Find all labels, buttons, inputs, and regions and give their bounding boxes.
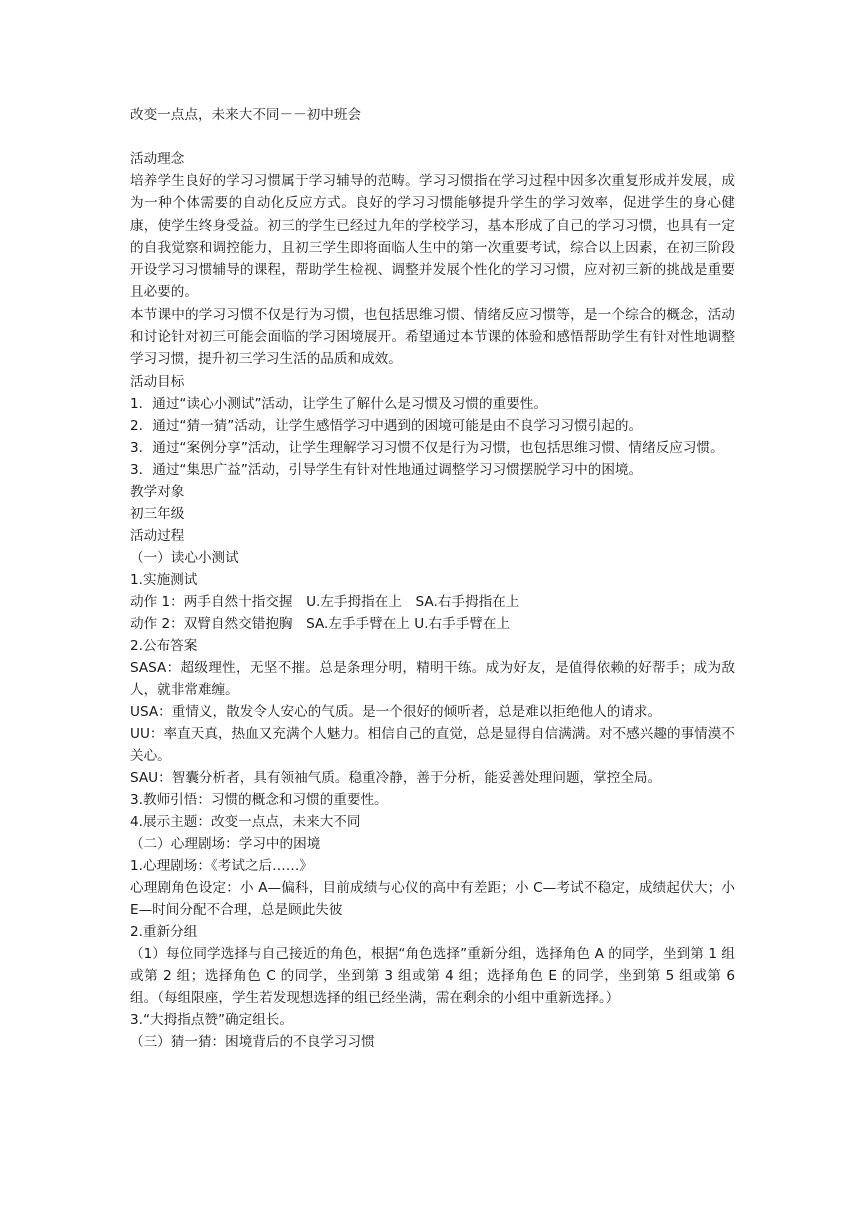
- action-2: 动作 2：双臂自然交错抱胸 SA.左手手臂在上 U.右手手臂在上: [130, 615, 511, 632]
- goal-heading: 活动目标: [130, 373, 185, 390]
- part2-step-1: 1.心理剧场：《考试之后……》: [130, 857, 313, 874]
- concept-paragraph-2: 本节课中的学习习惯不仅是行为习惯，也包括思维习惯、情绪反应习惯等，是一个综合的概念，活动和讨论针对初三可能会面临的学习困境展开。希望通过本节课的体验和感悟帮助学生有针对性地调整学习习惯，提升初三学习生活的品质和成效。: [130, 306, 735, 368]
- part1-step-4: 4.展示主题：改变一点点，未来大不同: [130, 813, 361, 830]
- action-1: 动作 1：两手自然十指交握 U.左手拇指在上 SA.右手拇指在上: [130, 593, 520, 610]
- part1-heading: （一）读心小测试: [130, 549, 239, 566]
- target-heading: 教学对象: [130, 483, 185, 500]
- part3-heading: （三）猜一猜：困境背后的不良学习习惯: [130, 1033, 375, 1050]
- part2-roles: 心理剧角色设定：小 A—偏科，目前成绩与心仪的高中有差距；小 C—考试不稳定，成绩起伏大；小 E—时间分配不合理，总是顾此失彼: [130, 879, 735, 918]
- part1-step-3: 3.教师引悟：习惯的概念和习惯的重要性。: [130, 791, 388, 808]
- answer-usa: USA：重情义，散发令人安心的气质。是一个很好的倾听者，总是难以拒绝他人的请求。: [130, 703, 662, 720]
- part1-step-2: 2.公布答案: [130, 637, 198, 654]
- document-page: [130, 104, 735, 1053]
- goal-item-4: 3．通过“集思广益”活动，引导学生有针对性地通过调整学习习惯摆脱学习中的困境。: [130, 461, 643, 478]
- process-heading: 活动过程: [130, 527, 185, 544]
- concept-heading: 活动理念: [130, 151, 185, 167]
- part1-step-1: 1.实施测试: [130, 571, 198, 588]
- target-value: 初三年级: [130, 505, 185, 522]
- concept-paragraph-1: 培养学生良好的学习习惯属于学习辅导的范畴。学习习惯指在学习过程中因多次重复形成并发展，成为一种个体需要的自动化反应方式。良好的学习习惯能够提升学生的学习效率，促进学生的身心健康，使学生终身受益。初三的学生已经过九年的学校学习，基本形成了自己的学习习惯，也具有一定的自我觉察和调控能力，且初三学生即将面临人生中的第一次重要考试，综合以上因素，在初三阶段开设学习习惯辅导的课程，帮助学生检视、调整并发展个性化的学习习惯，应对初三新的挑战是重要且必要的。: [130, 173, 735, 301]
- answer-uu: UU：率直天真，热血又充满个人魅力。相信自己的直觉，总是显得自信满满。对不感兴趣的事情漠不关心。: [130, 725, 735, 764]
- answer-sasa: SASA：超级理性，无坚不摧。总是条理分明，精明干练。成为好友，是值得依赖的好帮手；成为敌人，就非常难缠。: [130, 659, 735, 698]
- goal-item-3: 3．通过“案例分享”活动，让学生理解学习习惯不仅是行为习惯，也包括思维习惯、情绪反应习惯。: [130, 439, 724, 456]
- part2-heading: （二）心理剧场：学习中的困境: [130, 835, 321, 852]
- part2-step-3: 3.“大拇指点赞”确定组长。: [130, 1011, 293, 1028]
- blank-line: [130, 126, 735, 148]
- goal-item-1: 1．通过“读心小测试”活动，让学生了解什么是习惯及习惯的重要性。: [130, 395, 547, 412]
- part2-step-2: 2.重新分组: [130, 923, 198, 940]
- part2-grouping: （1）每位同学选择与自己接近的角色，根据“角色选择”重新分组，选择角色 A 的同学，坐到第 1 组或第 2 组；选择角色 C 的同学，坐到第 3 组或第 4 组；选择角色 E 的同学，坐到第 5 组或第 6 组。（每组限座，学生若发现想选择的组已经坐满，需在剩余的小组中重新选择。）: [130, 945, 735, 1006]
- answer-sau: SAU：智囊分析者，具有领袖气质。稳重冷静，善于分析，能妥善处理问题，掌控全局。: [130, 769, 662, 786]
- goal-item-2: 2．通过“猜一猜”活动，让学生感悟学习中遇到的困境可能是由不良学习习惯引起的。: [130, 417, 643, 434]
- document-title: 改变一点点，未来大不同－－初中班会: [130, 107, 362, 123]
